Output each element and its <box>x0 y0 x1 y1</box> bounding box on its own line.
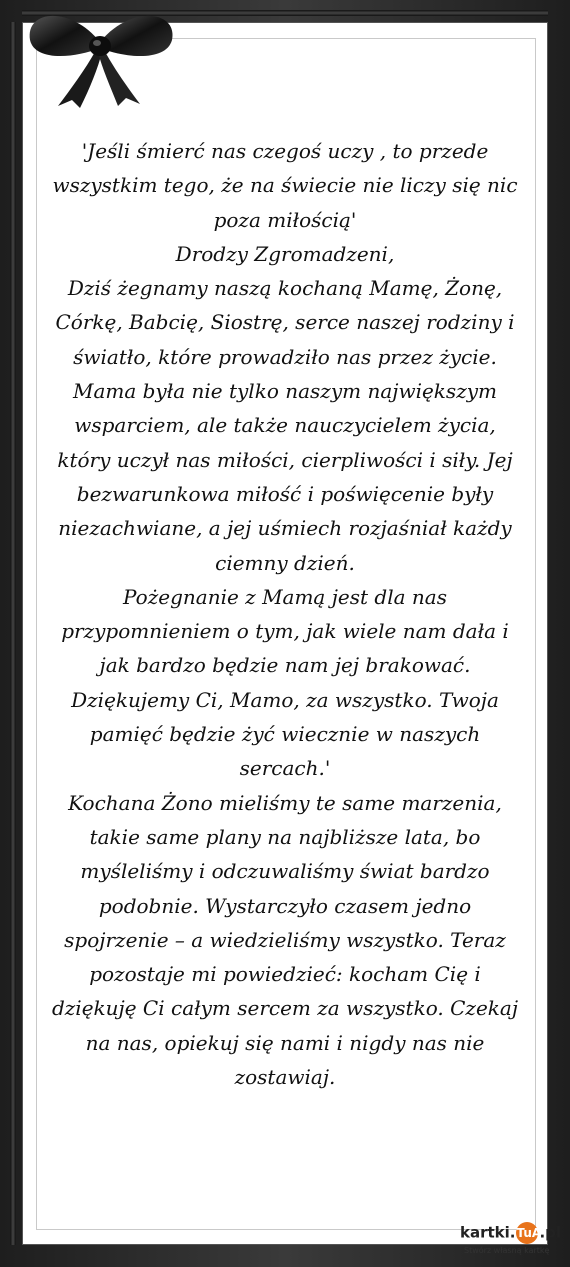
message-line: poza miłością' <box>213 207 357 232</box>
message-line: bezwarunkowa miłość i poświęcenie były <box>76 481 494 506</box>
message-line: 'Jeśli śmierć nas czegoś uczy , to przede <box>81 139 489 163</box>
message-line: jak bardzo będzie nam jej brakować. <box>99 653 471 678</box>
message-line: Kochana Żono mieliśmy te same marzenia, <box>68 790 502 815</box>
message-line: Dziękujemy Ci, Mamo, za wszystko. Twoja <box>71 687 499 712</box>
message-line: zostawiaj. <box>234 1065 336 1090</box>
logo-tagline: Stwórz własną kartkę <box>464 1246 550 1255</box>
message-line: Pożegnanie z Mamą jest dla nas <box>123 584 447 609</box>
message-line: spojrzenie – a wiedzieliśmy wszystko. Teraz <box>64 927 506 952</box>
message-line: pozostaje mi powiedzieć: kocham Cię i <box>89 962 481 987</box>
message-line: niezachwiane, a jej uśmiech rozjaśniał każdy <box>58 516 512 541</box>
message-line: pamięć będzie żyć wiecznie w naszych <box>89 722 481 747</box>
message-line: Córkę, Babcię, Siostrę, serce naszej rodziny i <box>55 310 515 335</box>
logo-badge: TuA <box>516 1222 538 1244</box>
message-line: wszystkim tego, że na świecie nie liczy się nic <box>52 173 518 198</box>
message-line: podobnie. Wystarczyło czasem jedno <box>98 893 472 918</box>
message-line: który uczył nas miłości, cierpliwości i siły. Jej <box>57 447 513 472</box>
message-line: sercach.' <box>239 756 331 781</box>
message-line: takie same plany na najbliższe lata, bo <box>89 824 481 849</box>
black-bow-icon <box>0 0 200 110</box>
logo-prefix: kartki. <box>460 1223 516 1242</box>
message-line: Mama była nie tylko naszym największym <box>72 379 497 404</box>
message-line: światło, które prowadziło nas przez życie. <box>73 344 497 369</box>
logo-suffix: .pl <box>539 1223 562 1242</box>
message-line: Drodzy Zgromadzeni, <box>175 241 395 266</box>
message-line: ciemny dzień. <box>215 550 355 575</box>
message-line: przypomnieniem o tym, jak wiele nam dała i <box>61 619 509 644</box>
message-line: na nas, opiekuj się nami i nigdy nas nie <box>85 1030 485 1055</box>
message-line: dziękuję Ci całym sercem za wszystko. Czekaj <box>51 996 519 1021</box>
logo-wordmark <box>460 1222 561 1244</box>
mourning-ribbon-vertical <box>10 22 16 1245</box>
site-logo[interactable] <box>456 1220 566 1264</box>
card-message <box>40 134 530 1094</box>
message-line: wsparciem, ale także nauczycielem życia, <box>74 413 496 438</box>
message-line: myśleliśmy i odczuwaliśmy świat bardzo <box>80 859 490 884</box>
message-line: Dziś żegnamy naszą kochaną Mamę, Żonę, <box>67 276 503 301</box>
